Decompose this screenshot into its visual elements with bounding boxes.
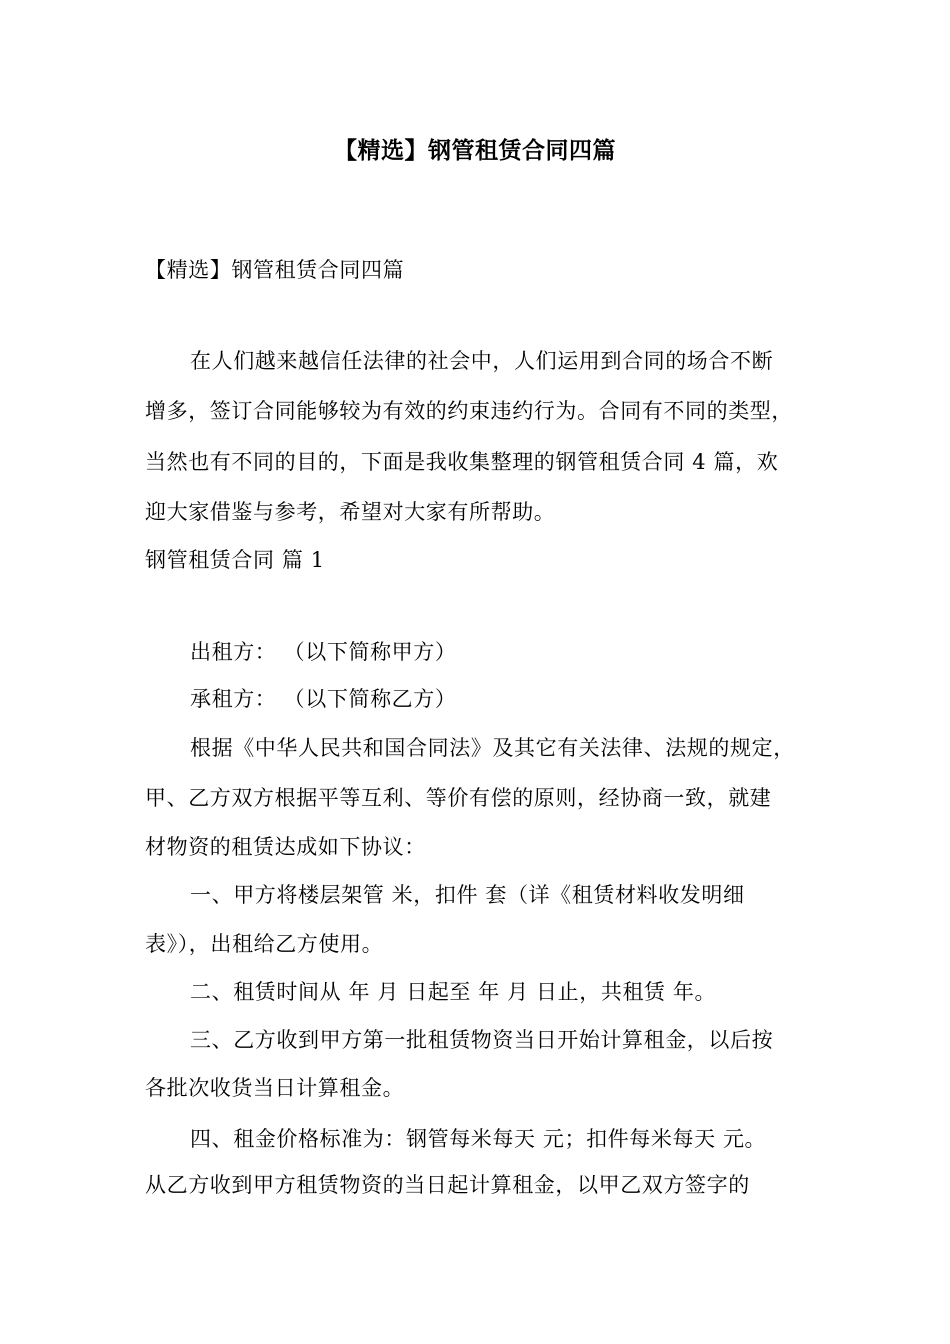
clause-4-line: 从乙方收到甲方租赁物资的当日起计算租金，以甲乙双方签字的 [145, 1173, 750, 1197]
preamble-line: 甲、乙方双方根据平等互利、等价有偿的原则，经协商一致，就建 [145, 786, 772, 810]
intro-paragraph-line: 在人们越来越信任法律的社会中，人们运用到合同的场合不断 [190, 349, 774, 373]
lessee-line: 承租方： （以下简称乙方） [190, 687, 457, 711]
preamble-line: 根据《中华人民共和国合同法》及其它有关法律、法规的规定， [190, 736, 795, 760]
clause-2-line: 二、租赁时间从 年 月 日起至 年 月 日止，共租赁 年。 [190, 980, 717, 1004]
doc-subtitle-line: 【精选】钢管租赁合同四篇 [145, 258, 405, 282]
clause-4-line: 四、租金价格标准为：钢管每米每天 元；扣件每米每天 元。 [190, 1127, 767, 1151]
clause-3-line: 各批次收货当日计算租金。 [145, 1076, 405, 1100]
clause-1-line: 表》），出租给乙方使用。 [145, 932, 384, 956]
document-title: 【精选】钢管租赁合同四篇 [334, 138, 616, 164]
intro-paragraph-line: 迎大家借鉴与参考，希望对大家有所帮助。 [145, 500, 556, 524]
preamble-line: 材物资的租赁达成如下协议： [145, 835, 426, 859]
intro-paragraph-line: 增多，签订合同能够较为有效的约束违约行为。合同有不同的类型， [145, 399, 793, 423]
clause-1-line: 一、甲方将楼层架管 米，扣件 套（详《租赁材料收发明细 [190, 883, 745, 907]
intro-paragraph-line: 当然也有不同的目的，下面是我收集整理的钢管租赁合同 4 篇，欢 [145, 450, 779, 474]
section-heading: 钢管租赁合同 篇 1 [145, 548, 325, 572]
clause-3-line: 三、乙方收到甲方第一批租赁物资当日开始计算租金，以后按 [190, 1028, 774, 1052]
lessor-line: 出租方： （以下简称甲方） [190, 640, 457, 664]
